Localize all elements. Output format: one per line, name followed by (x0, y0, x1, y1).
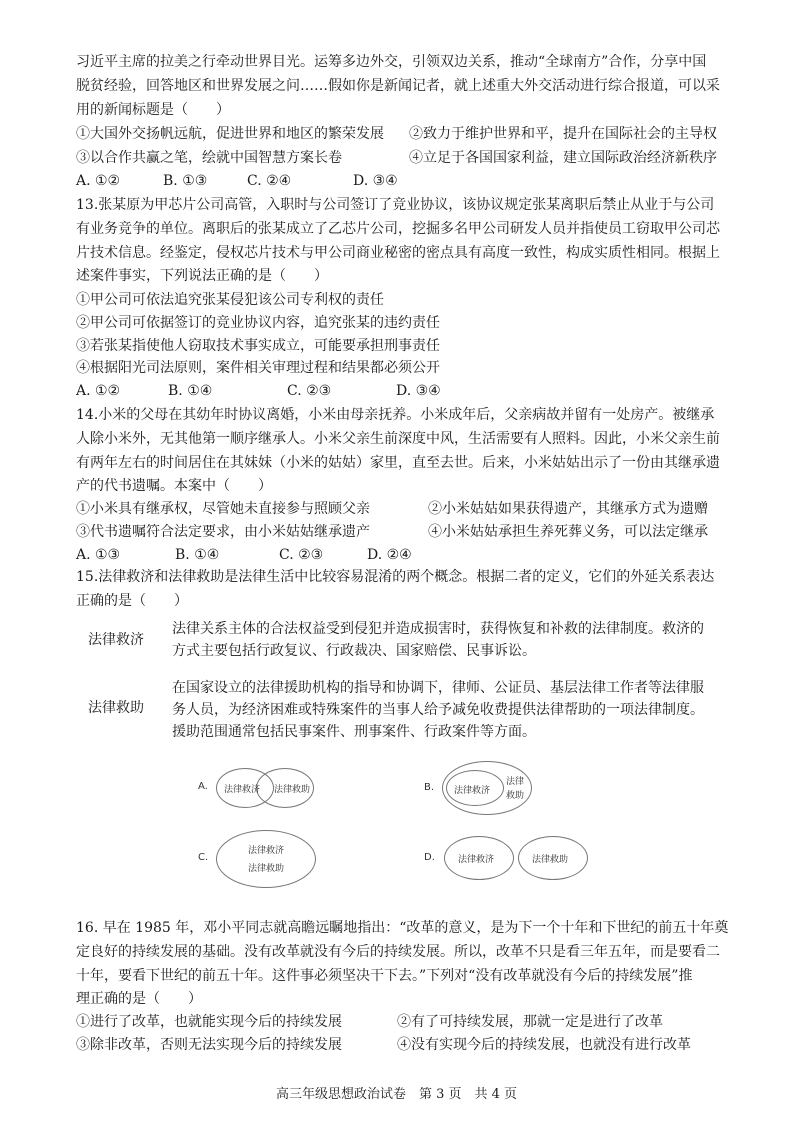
q16-stem-line: 十年，要看下世纪的前五十年。这件事必须坚决干下去。”下列对“没有改革就没有今后的持续发展”推 (76, 968, 693, 984)
q12-stem-line: 脱贫经验，回答地区和世界发展之问……假如你是新闻记者，就上述重大外交活动进行综合报道，可以采 (76, 78, 720, 94)
q12-answer-a: A. ①② (76, 173, 121, 189)
definition-legal-remedy (172, 618, 704, 662)
q13-answer-c: C. ②③ (287, 383, 332, 399)
q12-stem-line: 用的新闻标题是（ ） (76, 102, 230, 118)
q14-answer-d: D. ②④ (367, 547, 412, 563)
diagram-option-b (418, 758, 618, 820)
q13-option-4: ④根据阳光司法原则，案件相关审理过程和结果都必须公开 (76, 360, 440, 376)
q12-option-4: ④立足于各国国家利益，建立国际政治经济新秩序 (409, 150, 717, 166)
q14-option-3: ③代书遗嘱符合法定要求，由小米姑姑继承遗产 (76, 524, 370, 540)
q13-stem-line: 有业务竞争的单位。离职后的张某成立了乙芯片公司，挖掘多名甲公司研发人员并指使员工窃取甲公司芯 (76, 221, 720, 237)
q13-stem-line: 片技术信息。经鉴定，侵权芯片技术与甲公司商业秘密的密点具有高度一致性，构成实质性相同。根据上 (76, 245, 720, 261)
q16-option-1: ①进行了改革，也就能实现今后的持续发展 (76, 1014, 342, 1030)
definition-line: 务人员，为经济困难或特殊案件的当事人给予减免收费提供法律帮助的一项法律制度。 (172, 702, 704, 718)
diagram-d-right-label: 法律救助 (532, 855, 569, 865)
q13-option-3: ③若张某指使他人窃取技术事实成立，可能要承担刑事责任 (76, 338, 440, 354)
q13-option-1: ①甲公司可依法追究张某侵犯该公司专利权的责任 (76, 292, 384, 308)
q14-stem-line: 14.小米的父母在其幼年时协议离婚，小米由母亲抚养。小米成年后，父亲病故并留有一处房产。被继承 (76, 407, 715, 423)
page-footer: 高三年级思想政治试卷 第 3 页 共 4 页 (275, 1087, 518, 1102)
diagram-a-letter: A. (198, 781, 208, 792)
diagram-option-c (190, 828, 390, 890)
definition-line: 法律关系主体的合法权益受到侵犯并造成损害时，获得恢复和补救的法律制度。救济的 (172, 621, 704, 637)
diagram-b-outer-label-1: 法律 (506, 777, 525, 787)
q13-answer-b: B. ①④ (168, 383, 213, 399)
term-legal-remedy: 法律救济 (88, 632, 144, 648)
q16-option-3: ③除非改革，否则无法实现今后的持续发展 (76, 1037, 342, 1053)
q16-stem-line: 理正确的是（ ） (76, 991, 202, 1007)
q12-option-2: ②致力于维护世界和平，提升在国际社会的主导权 (409, 126, 717, 142)
q12-stem-line: 习近平主席的拉美之行牵动世界目光。运筹多边外交，引领双边关系，推动“全球南方”合作，分享中国 (76, 54, 707, 70)
q16-stem-line: 定良好的持续发展的基础。没有改革就没有今后的持续发展。所以，改革不只是看三年五年，而是要看二 (76, 944, 720, 960)
q16-option-2: ②有了可持续发展，那就一定是进行了改革 (397, 1014, 663, 1030)
diagram-a-right-label: 法律救助 (274, 785, 311, 795)
q14-stem-line: 有两年左右的时间居住在其妹妹（小米的姑姑）家里，直至去世。后来，小米姑姑出示了一份由其继承遗 (76, 455, 720, 471)
q14-stem-line: 产的代书遗嘱。本案中（ ） (76, 478, 272, 494)
q14-option-1: ①小米具有继承权，尽管她未直接参与照顾父亲 (76, 501, 370, 517)
q13-answer-a: A. ①② (76, 383, 121, 399)
diagram-c-circle (216, 830, 316, 888)
diagram-c-label-2: 法律救助 (248, 864, 285, 874)
q14-option-2: ②小米姑姑如果获得遗产，其继承方式为遗赠 (428, 501, 708, 517)
diagram-b-inner-label: 法律救济 (454, 786, 491, 796)
diagram-c-label-1: 法律救济 (248, 846, 285, 856)
diagram-b-letter: B. (424, 782, 435, 793)
q12-answer-d: D. ③④ (353, 173, 398, 189)
diagram-option-d (418, 832, 618, 884)
q14-option-4: ④小米姑姑承担生养死葬义务，可以法定继承 (428, 524, 708, 540)
diagram-c-letter: C. (198, 852, 209, 863)
diagram-option-a (190, 762, 390, 814)
term-legal-aid: 法律救助 (88, 700, 144, 716)
q14-answer-a: A. ①③ (76, 547, 121, 563)
definition-legal-aid (172, 677, 704, 743)
q15-stem-line: 15.法律救济和法律救助是法律生活中比较容易混淆的两个概念。根据二者的定义，它们的外延关系表达 (76, 569, 715, 585)
q14-answer-b: B. ①④ (175, 547, 220, 563)
diagram-b-outer-label-2: 救助 (506, 791, 525, 801)
diagram-d-left-label: 法律救济 (458, 855, 495, 865)
q16-option-4: ④没有实现今后的持续发展，也就没有进行改革 (397, 1037, 691, 1053)
q15-stem-line: 正确的是（ ） (76, 593, 188, 609)
diagram-a-left-label: 法律救济 (224, 785, 261, 795)
q14-stem-line: 人除小米外，无其他第一顺序继承人。小米父亲生前深度中风，生活需要有人照料。因此，小米父亲生前 (76, 431, 720, 447)
q14-answer-c: C. ②③ (279, 547, 324, 563)
q13-option-2: ②甲公司可依据签订的竞业协议内容，追究张某的违约责任 (76, 315, 440, 331)
q12-option-1: ①大国外交扬帆远航，促进世界和地区的繁荣发展 (76, 126, 384, 142)
q12-answer-c: C. ②④ (247, 173, 292, 189)
definition-line: 方式主要包括行政复议、行政裁决、国家赔偿、民事诉讼。 (172, 643, 536, 659)
definition-line: 在国家设立的法律援助机构的指导和协调下，律师、公证员、基层法律工作者等法律服 (172, 680, 704, 696)
definition-line: 援助范围通常包括民事案件、刑事案件、行政案件等方面。 (172, 724, 536, 740)
q13-answer-d: D. ③④ (396, 383, 441, 399)
q13-stem-line: 13.张某原为甲芯片公司高管，入职时与公司签订了竞业协议，该协议规定张某离职后禁止从业于与公司 (76, 197, 715, 213)
q16-stem-line: 16. 早在 1985 年，邓小平同志就高瞻远瞩地指出：“改革的意义，是为下一个十年和下世纪的前五十年奠 (76, 920, 729, 936)
q13-stem-line: 述案件事实，下列说法正确的是（ ） (76, 268, 328, 284)
q12-option-3: ③以合作共赢之笔，绘就中国智慧方案长卷 (76, 150, 342, 166)
q12-answer-b: B. ①③ (163, 173, 208, 189)
diagram-d-letter: D. (424, 852, 435, 863)
